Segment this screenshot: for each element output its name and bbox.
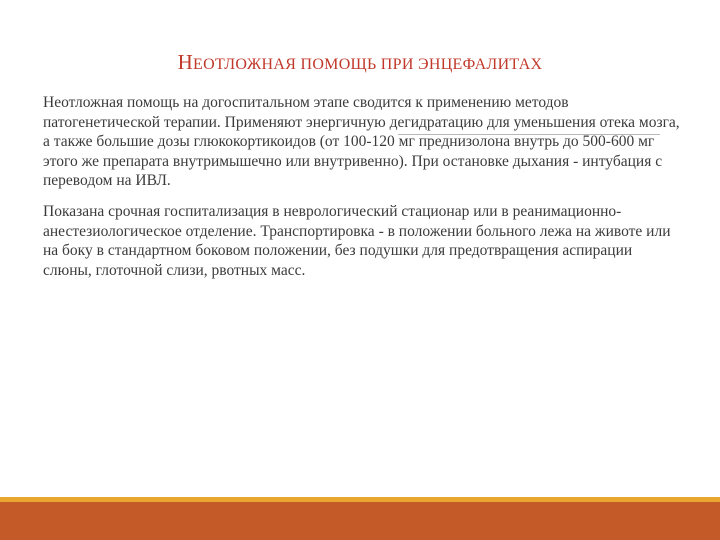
paragraph-prehospital-care: Неотложная помощь на догоспитальном этапе сводится к применению методов патогенетической терапии. Применяют энергичную дегидратацию для уменьшения отека мозга, а также большие дозы глюкокортикоидов (от 100-120 мг преднизолона внутрь до 500-600 мг этого же препарата внутримышечно или внутривенно). При остановке дыхания - интубация с переводом на ИВЛ.: [43, 94, 680, 190]
slide-title-rest: ЕОТЛОЖНАЯ ПОМОЩЬ ПРИ ЭНЦЕФАЛИТАХ: [193, 56, 543, 73]
footer-bar: [0, 502, 720, 540]
slide-body: [43, 93, 683, 280]
slide-title: [0, 50, 720, 75]
slide-title-initial: Н: [177, 50, 194, 74]
paragraph-hospitalization: Показана срочная госпитализация в неврологический стационар или в реанимационно-анестезиологическое отделение. Транспортировка - в положении больного лежа на животе или на боку в стандартном боковом положении, без подушки для предотвращения аспирации слюны, глоточной слизи, рвотных масс.: [43, 202, 671, 279]
